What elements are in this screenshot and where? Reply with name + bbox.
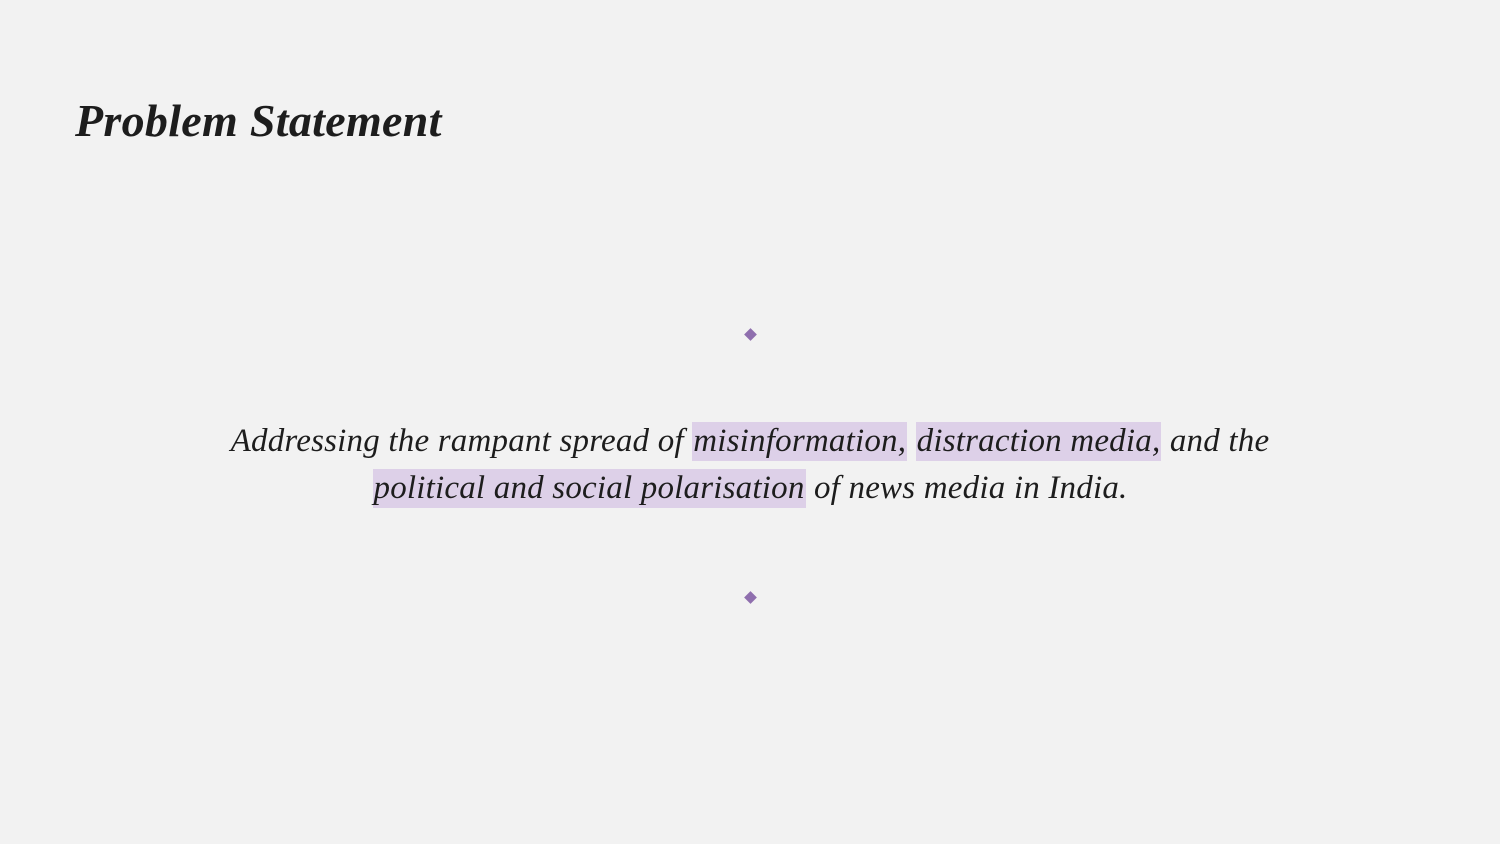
problem-statement-text: [220, 418, 1280, 512]
diamond-bullet-icon-top: [744, 328, 757, 341]
diamond-bullet-icon-bottom: [744, 591, 757, 604]
statement-segment-1: Addressing the rampant spread of: [230, 423, 693, 459]
statement-block: [0, 330, 1500, 602]
statement-highlight-distraction-media: distraction media,: [916, 423, 1161, 459]
statement-highlight-misinformation: misinformation,: [693, 423, 907, 459]
statement-segment-2: and the: [1161, 423, 1270, 459]
statement-segment-space-1: [907, 423, 915, 459]
statement-segment-3: of news media in India.: [805, 469, 1128, 506]
page-title: Problem Statement: [75, 94, 442, 146]
statement-highlight-polarisation: political and social polarisation: [373, 469, 805, 506]
